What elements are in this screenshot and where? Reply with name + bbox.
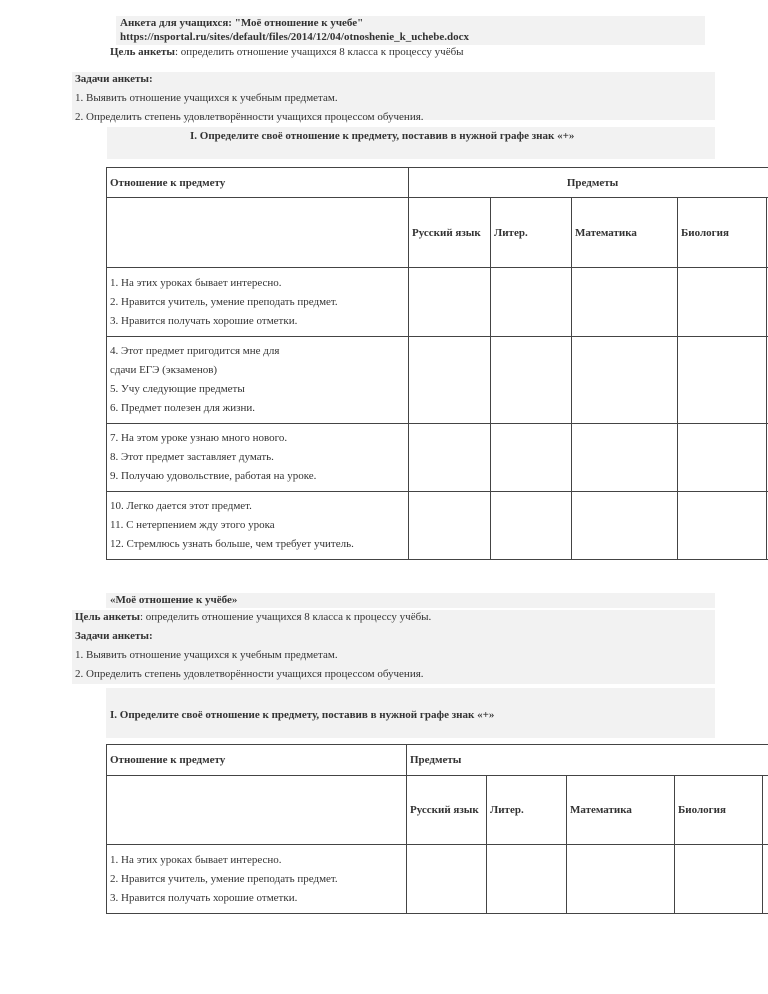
statement: 11. С нетерпением жду этого урока xyxy=(110,519,275,531)
statement: 3. Нравится получать хорошие отметки. xyxy=(110,891,298,904)
doc-title: Анкета для учащихся: "Моё отношение к учебе" xyxy=(120,17,364,29)
goal-line xyxy=(110,45,464,59)
answer-cell[interactable] xyxy=(407,845,487,914)
statement-group xyxy=(107,337,409,424)
source-link[interactable]: https://nsportal.ru/sites/default/files/2014/12/04/otnoshenie_k_uchebe.docx xyxy=(120,31,469,43)
statement-group xyxy=(107,424,409,492)
instruction-text: I. Определите своё отношение к предмету, поставив в нужной графе знак «+» xyxy=(190,130,575,142)
empty-cell xyxy=(107,776,407,845)
answer-cell[interactable] xyxy=(678,424,767,492)
subject-russian: Русский язык xyxy=(407,776,487,845)
statement: 1. На этих уроках бывает интересно. xyxy=(110,853,282,866)
statement: 8. Этот предмет заставляет думать. xyxy=(110,451,274,463)
task-item: 2. Определить степень удовлетворённости учащихся процессом обучения. xyxy=(75,668,424,680)
answer-cell[interactable] xyxy=(678,337,767,424)
section2-tasks-label: Задачи анкеты: xyxy=(75,630,153,642)
subject-russian: Русский язык xyxy=(409,198,491,268)
statement: 2. Нравится учитель, умение преподать предмет. xyxy=(110,295,338,308)
subject-math: Математика xyxy=(567,776,675,845)
attitude-table xyxy=(106,167,768,560)
answer-cell[interactable] xyxy=(572,337,678,424)
answer-cell[interactable] xyxy=(572,492,678,560)
answer-cell[interactable] xyxy=(409,268,491,337)
goal-label: Цель анкеты xyxy=(110,46,175,58)
attitude-table-2 xyxy=(106,744,768,914)
statement-group xyxy=(107,845,407,914)
task-item: 2. Определить степень удовлетворённости учащихся процессом обучения. xyxy=(75,111,424,123)
goal-label: Цель анкеты xyxy=(75,611,140,623)
subject-biology: Биология xyxy=(675,776,763,845)
subject-literature: Литер. xyxy=(487,776,567,845)
empty-cell xyxy=(107,198,409,268)
answer-cell[interactable] xyxy=(491,492,572,560)
col-header: Отношение к предмету xyxy=(107,745,407,776)
statement: 1. На этих уроках бывает интересно. xyxy=(110,276,282,289)
section2-goal-line xyxy=(75,610,431,624)
subject-biology: Биология xyxy=(678,198,767,268)
section2-instruction: I. Определите своё отношение к предмету, поставив в нужной графе знак «+» xyxy=(110,709,495,721)
statement: 4. Этот предмет пригодится мне для xyxy=(110,345,280,357)
answer-cell[interactable] xyxy=(491,424,572,492)
statement: 12. Стремлюсь узнать больше, чем требует учитель. xyxy=(110,538,354,550)
answer-cell[interactable] xyxy=(487,845,567,914)
answer-cell[interactable] xyxy=(567,845,675,914)
statement: 3. Нравится получать хорошие отметки. xyxy=(110,314,298,327)
statement: 6. Предмет полезен для жизни. xyxy=(110,402,256,414)
answer-cell[interactable] xyxy=(675,845,763,914)
subject-math: Математика xyxy=(572,198,678,268)
col-header: Отношение к предмету xyxy=(107,168,409,198)
statement-group xyxy=(107,492,409,560)
subjects-header: Предметы xyxy=(407,745,768,776)
subject-literature: Литер. xyxy=(491,198,572,268)
statement: 9. Получаю удовольствие, работая на уроке. xyxy=(110,470,317,482)
answer-cell[interactable] xyxy=(491,337,572,424)
answer-cell[interactable] xyxy=(572,268,678,337)
task-item: 1. Выявить отношение учащихся к учебным предметам. xyxy=(75,649,338,661)
statement: 2. Нравится учитель, умение преподать предмет. xyxy=(110,872,338,885)
section2-title: «Моё отношение к учёбе» xyxy=(110,594,238,606)
statement-group xyxy=(107,268,409,337)
answer-cell[interactable] xyxy=(491,268,572,337)
statement: 7. На этом уроке узнаю много нового. xyxy=(110,432,288,444)
statement: 10. Легко дается этот предмет. xyxy=(110,500,252,512)
goal-text: : определить отношение учащихся 8 класса к процессу учёбы xyxy=(174,46,464,58)
tasks-label: Задачи анкеты: xyxy=(75,73,153,85)
answer-cell[interactable] xyxy=(678,492,767,560)
answer-cell[interactable] xyxy=(763,845,768,914)
statement: 5. Учу следующие предметы xyxy=(110,383,245,395)
statement: сдачи ЕГЭ (экзаменов) xyxy=(110,364,218,376)
goal-text: : определить отношение учащихся 8 класса к процессу учёбы. xyxy=(139,611,432,623)
subject-cut xyxy=(763,776,768,845)
task-item: 1. Выявить отношение учащихся к учебным предметам. xyxy=(75,92,338,104)
answer-cell[interactable] xyxy=(409,337,491,424)
answer-cell[interactable] xyxy=(409,492,491,560)
answer-cell[interactable] xyxy=(409,424,491,492)
subjects-header: Предметы xyxy=(409,168,768,198)
answer-cell[interactable] xyxy=(572,424,678,492)
answer-cell[interactable] xyxy=(678,268,767,337)
